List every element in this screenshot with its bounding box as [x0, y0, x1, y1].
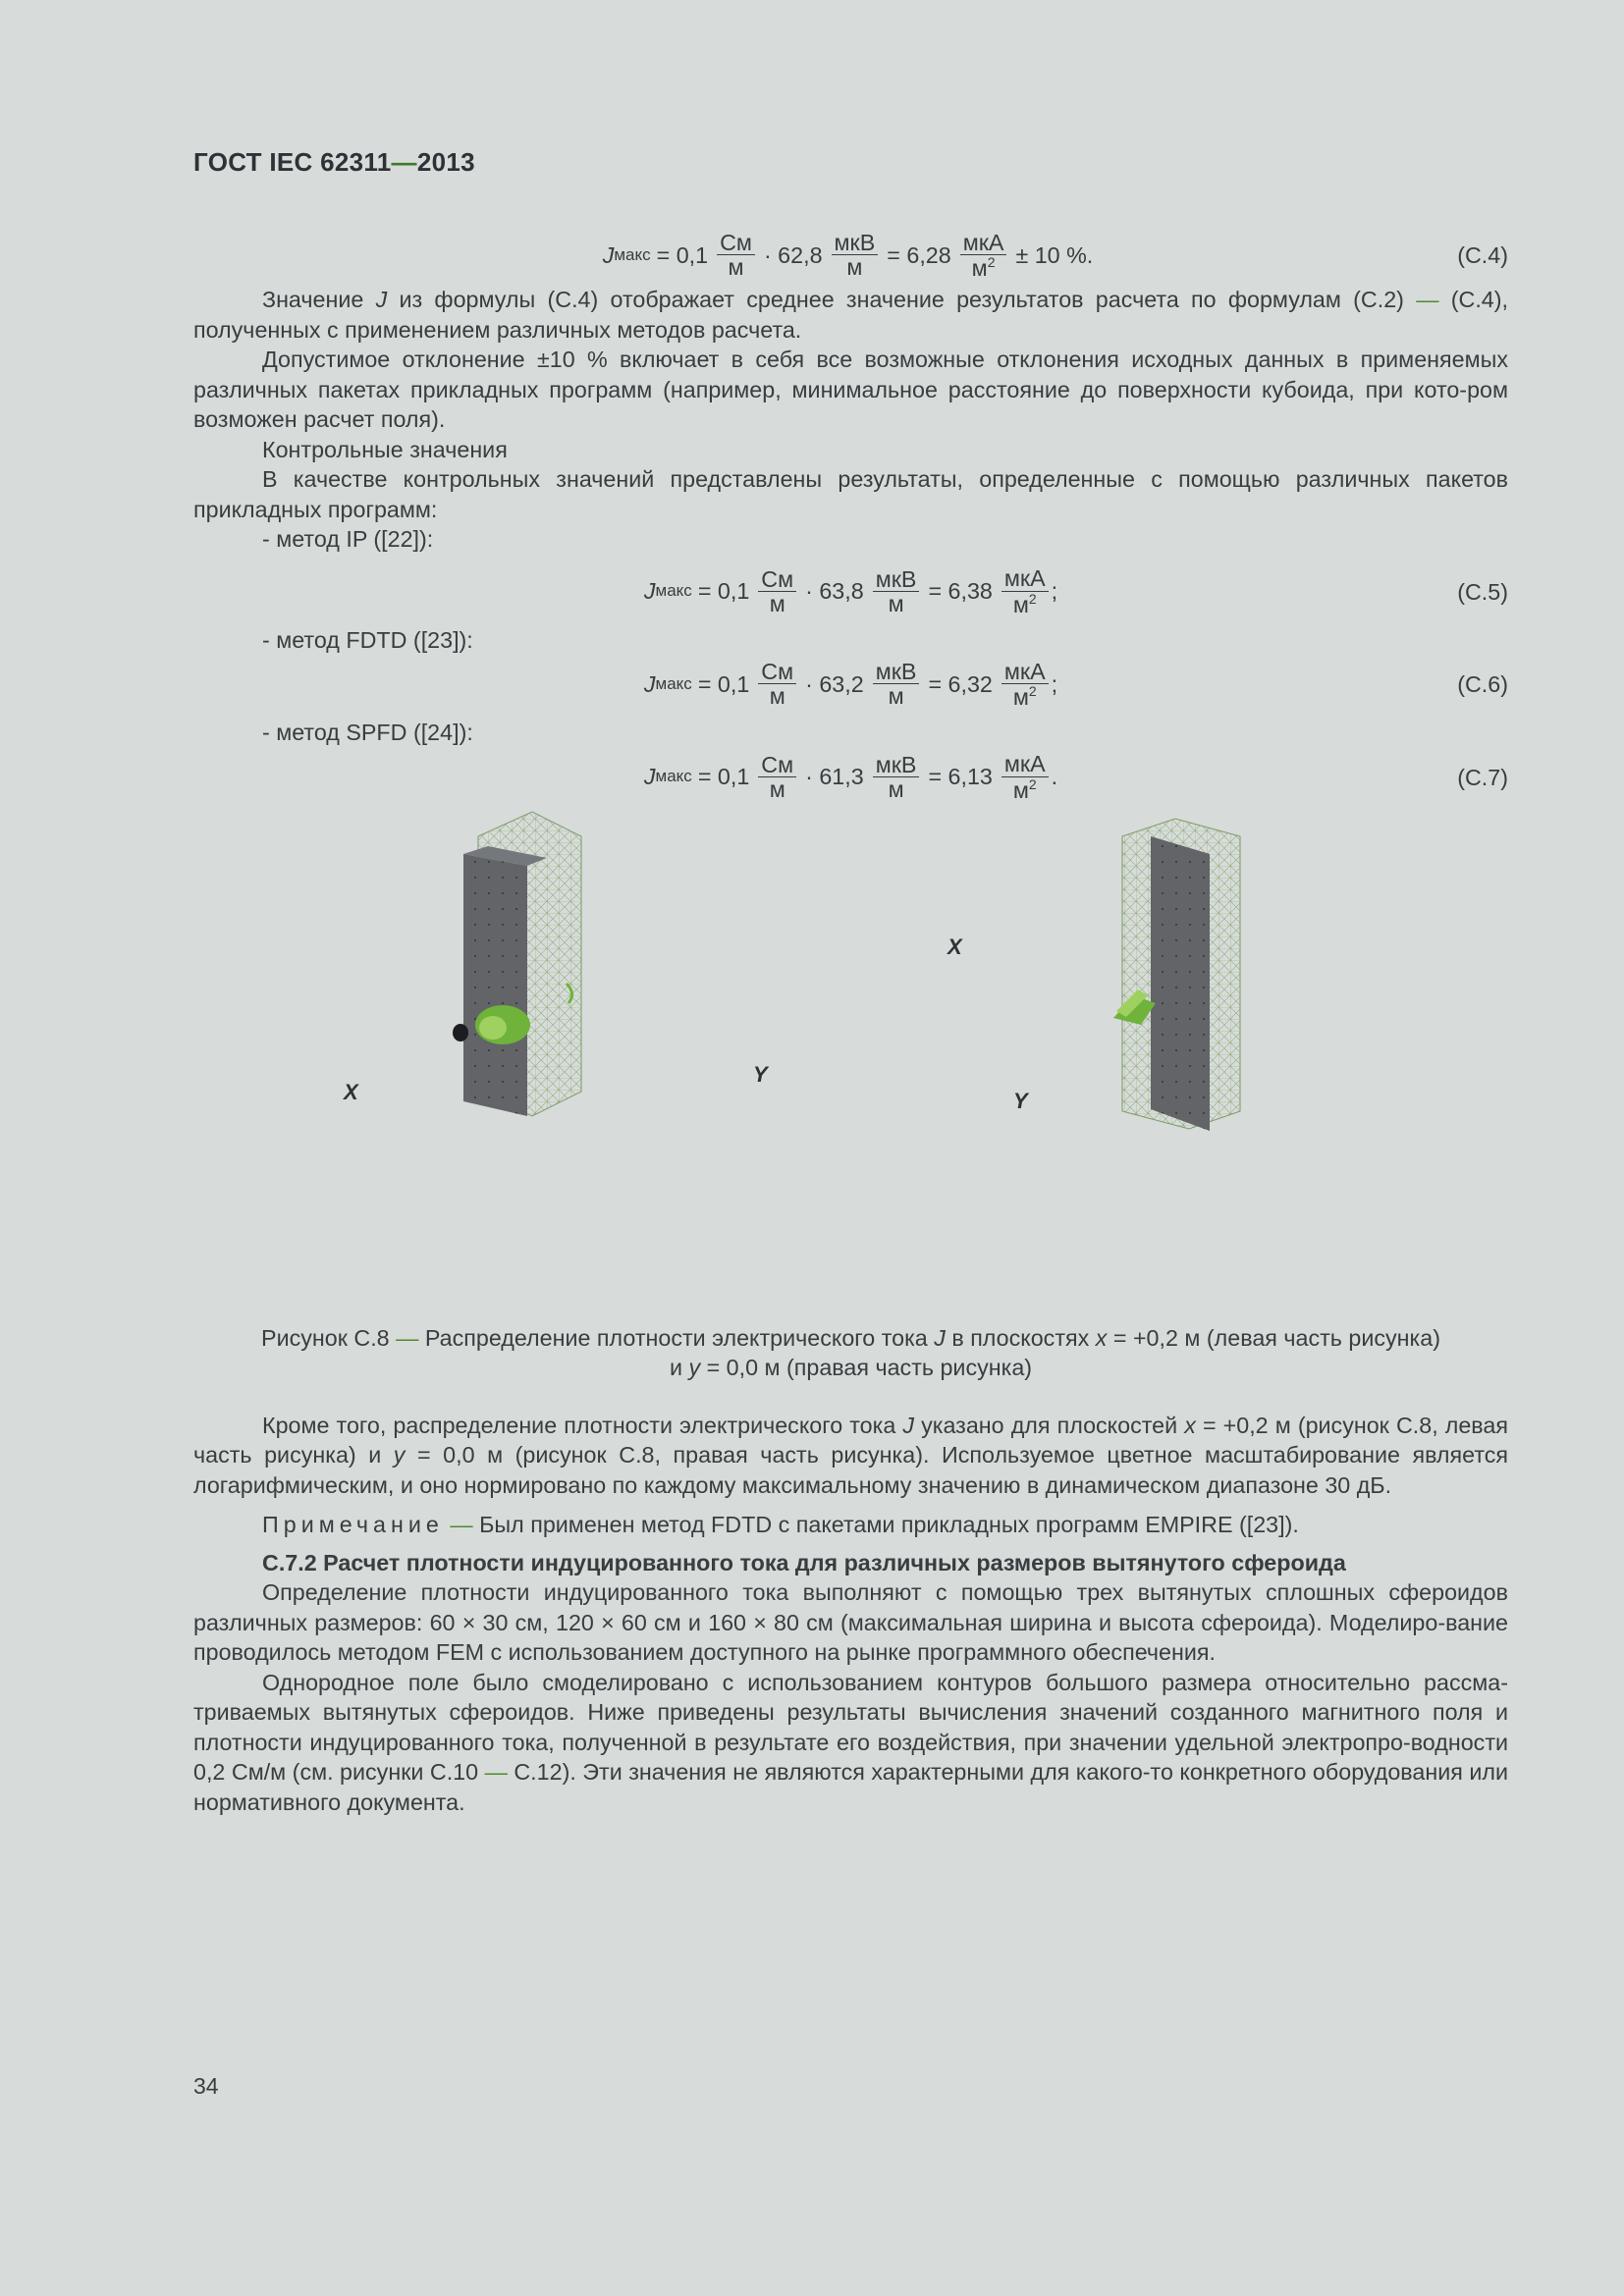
paragraph: В качестве контрольных значений представлены результаты, определенные с помощью различных пакетов прикладных программ:	[193, 466, 1508, 522]
right-axis-y-label: Y	[1013, 1088, 1028, 1113]
equation-number: (C.4)	[1457, 241, 1508, 268]
paragraph: Допустимое отклонение ±10 % включает в себя все возможные отклонения исходных данных в применяемых различных пакетах прикладных программ (например, минимальное расстояние до поверхности кубоида, при кото-ром возможен расчет поля).	[193, 347, 1508, 432]
left-axis-x-label: X	[344, 1079, 358, 1104]
left-axis-y-label: Y	[753, 1061, 768, 1087]
subheading: Контрольные значения	[262, 436, 508, 462]
equation-c7: J макс = 0,1 $\frac{См}{м}$ · 61,3 $\frac{\text{мкВ}}{м}$ = 6,13 $\frac{\text{мкА}}{м^2}$ . (C.7)	[643, 751, 1508, 803]
equation-number: (C.5)	[1457, 578, 1508, 605]
section-heading: С.7.2 Расчет плотности индуцированного тока для различных размеров вытянутого сфероида	[262, 1549, 1346, 1575]
left-model	[453, 812, 581, 1116]
equation-c5: J макс = 0,1 $\frac{См}{м}$ · 63,8 $\frac{\text{мкВ}}{м}$ = 6,38 $\frac{\text{мкА}}{м^2}$ ; (C.5)	[643, 565, 1508, 617]
equation-c6: J макс = 0,1 $\frac{См}{м}$ · 63,2 $\frac{\text{мкВ}}{м}$ = 6,32 $\frac{\text{мкА}}{м^2}$ ; (C.6)	[643, 658, 1508, 710]
page-header: ГОСТ IEC 62311—2013	[193, 147, 475, 177]
right-axis-x-label: X	[947, 934, 962, 959]
equation-number: (C.6)	[1457, 670, 1508, 697]
equation-c4: J макс = 0,1 $\frac{См}{м}$ · 62,8 $\frac{\text{мкВ}}{м}$ = 6,28 $\frac{\text{мкА}}{м^2}$ ± 10 %. (C.4)	[602, 229, 1508, 281]
method-ip: - метод IP ([22]):	[262, 526, 434, 552]
figure-c8	[193, 807, 1508, 1317]
equation-number: (C.7)	[1457, 764, 1508, 790]
paragraph: Кроме того, распределение плотности электрического тока J указано для плоскостей x = +0,2 м (рисунок С.8, левая часть рисунка) и y = 0,0 м (рисунок С.8, правая часть рисунка). Используемое цветное масштабирование является логарифмическим, и оно нормировано по каждому максимальному значению в динамическом диапазоне 30 дБ.	[193, 1412, 1508, 1498]
paragraph: Однородное поле было смоделировано с использованием контуров большого размера относительно рассма-триваемых вытянутых сфероидов. Ниже приведены результаты вычисления значений созданного магнитного поля и плотности индуцированного тока, полученной в результате его воздействия, при значении удельной электропро-водности 0,2 См/м (см. рисунки С.10 — С.12). Эти значения не являются характерными для какого-то конкретного оборудования или нормативного документа.	[193, 1669, 1508, 1815]
note: Примечание — Был применен метод FDTD с пакетами прикладных программ EMPIRE ([23]).	[262, 1512, 1299, 1537]
method-fdtd: - метод FDTD ([23]):	[262, 626, 473, 653]
page-number: 34	[193, 2073, 219, 2099]
figure-caption: Рисунок С.8 — Распределение плотности электрического тока J в плоскостях x = +0,2 м (левая часть рисунка) и y = 0,0 м (правая часть рисунка)	[261, 1324, 1440, 1380]
figure-c8-graphic	[193, 807, 1508, 1317]
paragraph: Определение плотности индуцированного тока выполняют с помощью трех вытянутых сплошных сфероидов различных размеров: 60 × 30 см, 120 × 60 см и 160 × 80 см (максимальная ширина и высота сфероида). Моделиро-вание проводилось методом FEM с использованием доступного на рынке программного обеспечения.	[193, 1579, 1508, 1665]
right-model	[1113, 819, 1240, 1131]
paragraph: Значение J из формулы (С.4) отображает среднее значение результатов расчета по формулам (С.2) — (С.4), полученных с применением различных методов расчета.	[193, 287, 1508, 343]
page-content	[193, 226, 1508, 1817]
method-spfd: - метод SPFD ([24]):	[262, 720, 473, 745]
